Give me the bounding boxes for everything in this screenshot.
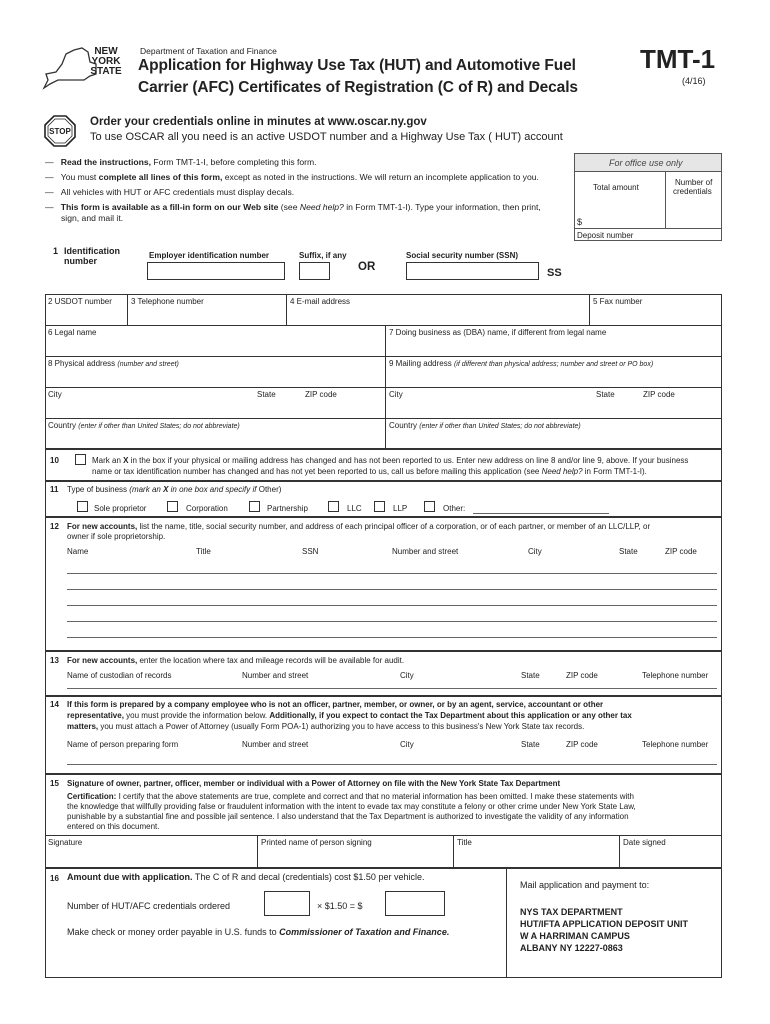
custodian-entry-line[interactable] (67, 688, 717, 689)
line12-col-state: State (619, 547, 638, 556)
line12-col-title: Title (196, 547, 211, 556)
telephone-field[interactable]: 3 Telephone number (131, 297, 204, 306)
ss-label: SS (547, 267, 562, 279)
line10-box (45, 449, 722, 481)
instruction-2: — You must complete all lines of this form, except as noted in the instructions. We will return an incomplete application to you. (45, 172, 539, 182)
line10-text-2: name or tax identification number has changed and has not yet been reported to us, call us before mailing this application (see Need help? in Form TMT-1-I). (92, 467, 647, 476)
line14-text-2: representative, you must provide the information below. Additionally, if you expect to contact the Tax Department about this application or any other tax (67, 711, 632, 720)
office-use-title: For office use only (609, 158, 683, 168)
line14-text-1: If this form is prepared by a company employee who is not an officer, partner, member, or owner, or by an agent, service, accountant or other (67, 700, 604, 709)
line14-text-3: matters, you must attach a Power of Attorney (usually Form POA-1) authorizing you to have access to this business's New York State tax records. (67, 722, 585, 731)
amount-due-input[interactable] (385, 891, 445, 916)
stop-sign-text: STOP (49, 127, 71, 136)
office-deposit-label: Deposit number (577, 231, 634, 240)
line10-number: 10 (50, 456, 59, 465)
custodian-street-field[interactable]: Number and street (242, 671, 309, 680)
preparer-state-field[interactable]: State (521, 740, 540, 749)
line10-text-1: Mark an X in the box if your physical or mailing address has changed and has not been reported to us. Enter new address on line 8 and/or line 9, above. If your business (92, 456, 689, 465)
custodian-city-field[interactable]: City (400, 671, 414, 680)
address-changed-checkbox[interactable] (75, 454, 86, 465)
preparer-entry-line[interactable] (67, 764, 717, 765)
printed-name-field[interactable]: Printed name of person signing (261, 838, 372, 847)
line12-number: 12 (50, 522, 59, 531)
ein-input[interactable] (147, 262, 285, 280)
llp-checkbox[interactable] (374, 501, 385, 512)
certification-line-3: punishable by a substantial fine and possible jail sentence. I also understand that the Tax Department is authorized to investigate the validity of any information (67, 812, 629, 821)
line11-label: Type of business (mark an X in one box and specify if Other) (67, 485, 282, 494)
principal-row-2[interactable] (67, 589, 717, 590)
ein-label: Employer identification number (149, 251, 270, 260)
corporation-label: Corporation (186, 504, 228, 513)
mailing-zip-field[interactable]: ZIP code (643, 390, 675, 399)
logo-text-state: STATE (90, 66, 122, 77)
other-specify-line[interactable] (473, 513, 609, 514)
dba-name-field[interactable]: 7 Doing business as (DBA) name, if different from legal name (389, 328, 607, 337)
mail-address-line2: HUT/IFTA APPLICATION DEPOSIT UNIT (520, 919, 688, 929)
instruction-1: — Read the instructions, Form TMT-1-I, before completing this form. (45, 157, 317, 167)
logo-text-new: NEW (94, 46, 118, 57)
mailing-country-field[interactable]: Country (enter if other than United States; do not abbreviate) (389, 421, 581, 430)
mailing-address-field[interactable]: 9 Mailing address (if different than physical address; number and street or PO box) (389, 359, 654, 368)
oscar-promo-line2: To use OSCAR all you need is an active USDOT number and a Highway Use Tax ( HUT) account (90, 131, 563, 143)
physical-address-field[interactable]: 8 Physical address (number and street) (48, 359, 179, 368)
ssn-label: Social security number (SSN) (406, 251, 519, 260)
line12-col-city: City (528, 547, 542, 556)
line11-number: 11 (50, 485, 59, 494)
other-label: Other: (443, 504, 466, 513)
signature-field[interactable]: Signature (48, 838, 83, 847)
oscar-promo-line1: Order your credentials online in minutes at www.oscar.ny.gov (90, 116, 427, 128)
line12-col-street: Number and street (392, 547, 459, 556)
certification-line-1: Certification: I certify that the above statements are true, complete and correct and that no material information has been omitted. I make these statements with (67, 792, 634, 801)
line14-number: 14 (50, 700, 59, 709)
logo-text-york: YORK (91, 56, 121, 67)
fax-field[interactable]: 5 Fax number (593, 297, 643, 306)
llc-label: LLC (347, 504, 362, 513)
llp-label: LLP (393, 504, 408, 513)
other-checkbox[interactable] (424, 501, 435, 512)
physical-zip-field[interactable]: ZIP code (305, 390, 337, 399)
date-signed-field[interactable]: Date signed (623, 838, 666, 847)
line15-title: Signature of owner, partner, officer, member or individual with a Power of Attorney on file with the New York State Tax Department (67, 779, 561, 788)
preparer-street-field[interactable]: Number and street (242, 740, 309, 749)
line12-col-name: Name (67, 547, 89, 556)
llc-checkbox[interactable] (328, 501, 339, 512)
suffix-label: Suffix, if any (299, 251, 347, 260)
preparer-phone-field[interactable]: Telephone number (642, 740, 709, 749)
mail-intro: Mail application and payment to: (520, 880, 650, 890)
physical-country-field[interactable]: Country (enter if other than United States; do not abbreviate) (48, 421, 240, 430)
office-total-amount-label: Total amount (593, 183, 639, 192)
usdot-field[interactable]: 2 USDOT number (48, 297, 112, 306)
line1-label-a: Identification (64, 246, 120, 256)
custodian-phone-field[interactable]: Telephone number (642, 671, 709, 680)
line16-number: 16 (50, 874, 59, 883)
preparer-name-field[interactable]: Name of person preparing form (67, 740, 179, 749)
partnership-checkbox[interactable] (249, 501, 260, 512)
suffix-input[interactable] (299, 262, 330, 280)
office-use-box (574, 153, 722, 241)
mail-address-line1: NYS TAX DEPARTMENT (520, 907, 623, 917)
form-title-line2: Carrier (AFC) Certificates of Registration (C of R) and Decals (138, 79, 578, 96)
sole-proprietor-checkbox[interactable] (77, 501, 88, 512)
line1-label-b: number (64, 256, 98, 266)
line15-box (45, 774, 722, 868)
partnership-label: Partnership (267, 504, 308, 513)
custodian-zip-field[interactable]: ZIP code (566, 671, 598, 680)
line12-text-1: For new accounts, list the name, title, social security number, and address of each principal officer of a corporation, or of each partner, or member of an LLC/LLP, or (67, 522, 651, 531)
payment-instruction: Make check or money order payable in U.S. funds to Commissioner of Taxation and Finance. (67, 927, 450, 937)
mail-address-line3: W A HARRIMAN CAMPUS (520, 931, 630, 941)
principal-row-4[interactable] (67, 621, 717, 622)
corporation-checkbox[interactable] (167, 501, 178, 512)
line13-text: For new accounts, enter the location where tax and mileage records will be available for audit. (67, 656, 405, 665)
instruction-4: — This form is available as a fill-in form on our Web site (see Need help? in Form TMT-1-I). Type your information, then print, (45, 202, 541, 212)
ssn-input[interactable] (406, 262, 539, 280)
or-label: OR (358, 261, 376, 273)
signer-title-field[interactable]: Title (457, 838, 472, 847)
line12-col-zip: ZIP code (665, 547, 697, 556)
preparer-zip-field[interactable]: ZIP code (566, 740, 598, 749)
email-field[interactable]: 4 E-mail address (290, 297, 351, 306)
line16-heading: Amount due with application. The C of R and decal (credentials) cost $1.50 per vehicle. (67, 872, 425, 882)
legal-name-field[interactable]: 6 Legal name (48, 328, 97, 337)
form-number: TMT-1 (640, 44, 716, 74)
line1-number: 1 (53, 246, 59, 256)
office-number-label-a: Number of (675, 178, 713, 187)
department-name: Department of Taxation and Finance (140, 46, 277, 56)
office-dollar-sign: $ (577, 217, 583, 227)
line13-number: 13 (50, 656, 59, 665)
instruction-4-cont: sign, and mail it. (61, 213, 124, 223)
custodian-name-field[interactable]: Name of custodian of records (67, 671, 172, 680)
mailing-city-field[interactable]: City (389, 390, 403, 399)
mail-address-line4: ALBANY NY 12227-0863 (520, 943, 623, 953)
custodian-state-field[interactable]: State (521, 671, 540, 680)
line12-col-ssn: SSN (302, 547, 319, 556)
physical-city-field[interactable]: City (48, 390, 62, 399)
principal-row-5[interactable] (67, 637, 717, 638)
form-revision: (4/16) (682, 76, 706, 86)
instruction-3: — All vehicles with HUT or AFC credentials must display decals. (45, 187, 295, 197)
line15-number: 15 (50, 779, 59, 788)
credentials-ordered-input[interactable] (264, 891, 310, 916)
certification-line-4: entered on this document. (67, 822, 160, 831)
line12-text-2: owner if sole proprietorship. (67, 532, 166, 541)
office-number-label-b: credentials (673, 187, 712, 196)
mailing-state-field[interactable]: State (596, 390, 615, 399)
principal-row-3[interactable] (67, 605, 717, 606)
stop-sign-icon (44, 115, 76, 147)
certification-line-2: the knowledge that willfully providing false or fraudulent information with the intent to evade tax may constitute a felony or other crime under New York State Law, (67, 802, 636, 811)
principal-row-1[interactable] (67, 573, 717, 574)
credentials-ordered-label: Number of HUT/AFC credentials ordered (67, 901, 231, 911)
sole-proprietor-label: Sole proprietor (94, 504, 147, 513)
form-title-line1: Application for Highway Use Tax (HUT) and Automotive Fuel (138, 57, 576, 74)
price-multiplier: × $1.50 = $ (317, 901, 363, 911)
preparer-city-field[interactable]: City (400, 740, 414, 749)
physical-state-field[interactable]: State (257, 390, 276, 399)
